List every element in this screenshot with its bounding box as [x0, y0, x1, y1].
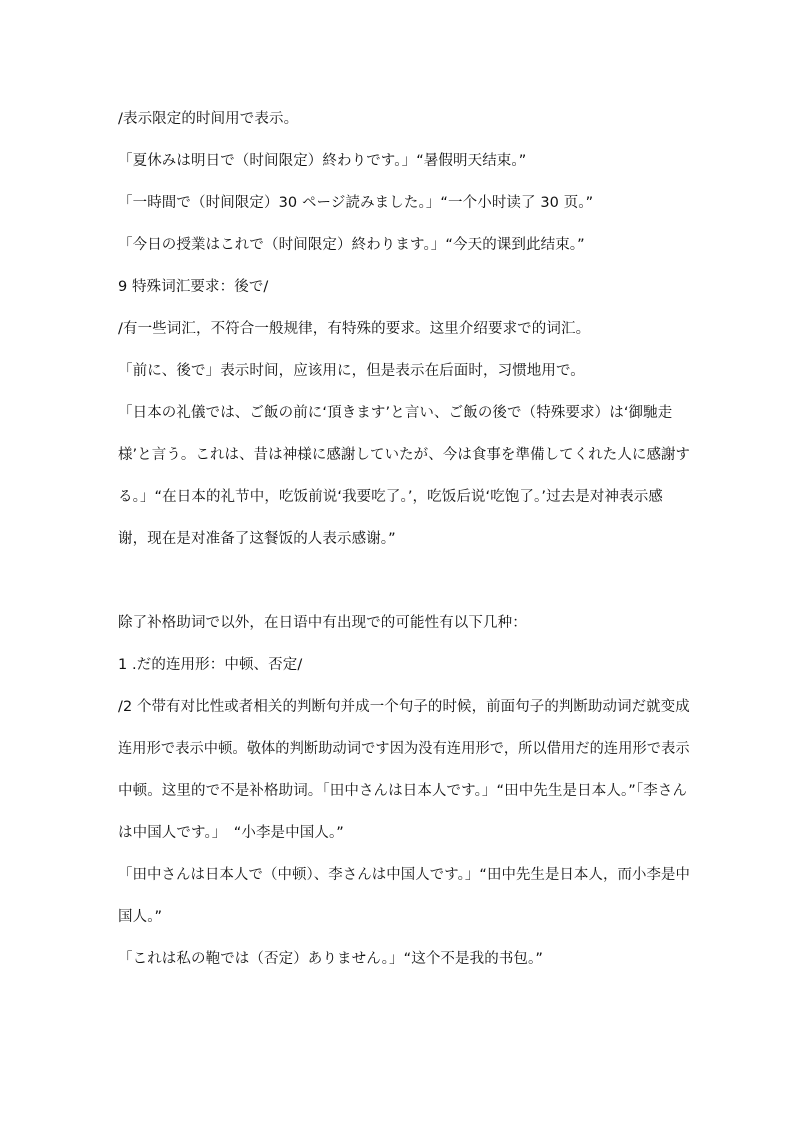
- text-line: 「今日の授業はこれで（时间限定）終わります。」“今天的课到此结束。”: [118, 237, 585, 253]
- text-line: 国人。”: [118, 909, 163, 925]
- text-line: /2 个带有对比性或者相关的判断句并成一个句子的时候，前面句子的判断助动词だ就变成: [118, 699, 690, 715]
- text-line: 「一時間で（时间限定）30 ページ読みました。」“一个小时读了 30 页。”: [118, 195, 594, 211]
- text-line: 「これは私の鞄では（否定）ありません。」“这个不是我的书包。”: [118, 951, 543, 967]
- text-line: /有一些词汇，不符合一般规律，有特殊的要求。这里介绍要求で的词汇。: [118, 321, 591, 337]
- section-heading: 1 .だ的连用形：中顿、否定/: [118, 657, 303, 673]
- text-line: る。」“在日本的礼节中，吃饭前说‘我要吃了。’，吃饭后说‘吃饱了。’过去是对神表示感: [118, 489, 663, 505]
- text-line: 「日本の礼儀では、ご飯の前に‘頂きます’と言い、ご飯の後で（特殊要求）は‘御馳走: [118, 405, 673, 421]
- text-line: 「田中さんは日本人で（中顿）、李さんは中国人です。」“田中先生是日本人，而小李是中: [118, 867, 690, 883]
- text-line: 连用形で表示中顿。敬体的判断助动词です因为没有连用形で，所以借用だ的连用形で表示: [118, 741, 690, 757]
- text-line: 中顿。这里的で不是补格助词。「田中さんは日本人です。」“田中先生是日本人。”「李さん: [118, 783, 688, 799]
- text-line: 「前に、後で」表示时间，应该用に，但是表示在后面时，习惯地用で。: [118, 363, 585, 379]
- text-line: 様’と言う。これは、昔は神様に感謝していたが、今は食事を準備してくれた人に感謝す: [118, 447, 691, 463]
- text-line: は中国人です。」 “小李是中国人。”: [118, 825, 344, 841]
- text-line: 除了补格助词で以外，在日语中有出现で的可能性有以下几种：: [118, 615, 527, 631]
- text-line: 谢，现在是对准备了这餐饭的人表示感谢。”: [118, 531, 396, 547]
- section-heading: 9 特殊词汇要求：後で/: [118, 279, 269, 295]
- text-line: /表示限定的时间用で表示。: [118, 111, 299, 127]
- text-line: 「夏休みは明日で（时间限定）終わりです。」“暑假明天结束。”: [118, 153, 527, 169]
